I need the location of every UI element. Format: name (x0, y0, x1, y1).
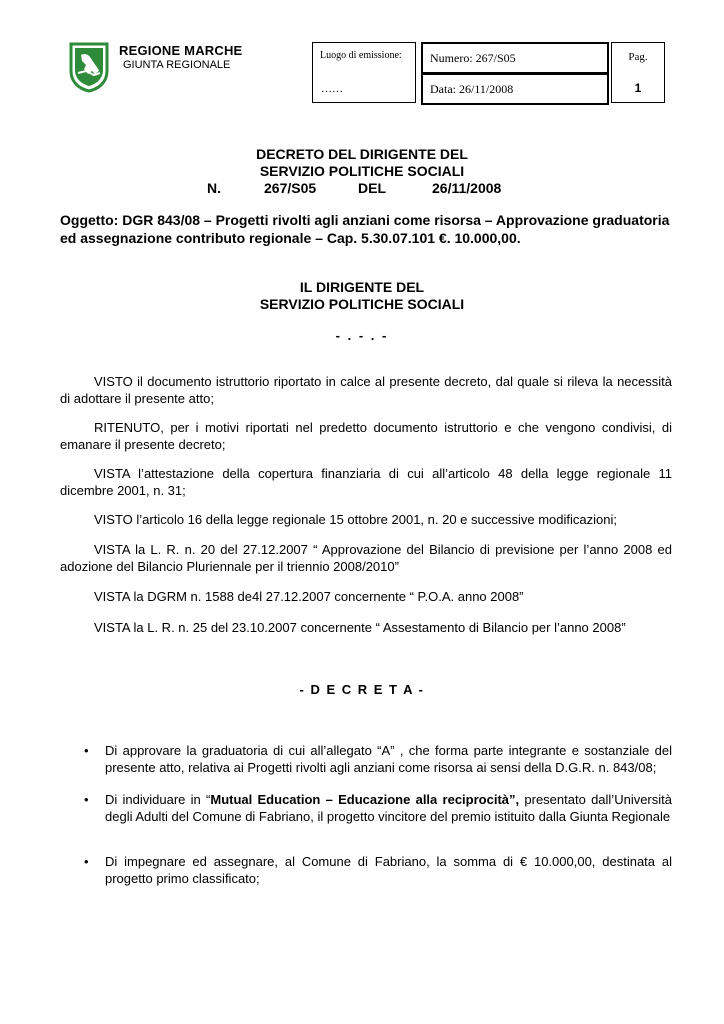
luogo-box (312, 42, 416, 103)
list-item-text: Di individuare in “Mutual Education – Educazione alla reciprocità”, presentato dall’Università degli Adulti del Comune di Fabriano, il progetto vincitore del premio istituito dalla Giunta Regionale (105, 792, 672, 824)
project-name: Mutual Education – Educazione alla reciprocità”, (210, 792, 520, 807)
decree-title-line2: SERVIZIO POLITICHE SOCIALI (259, 163, 465, 179)
decreta-heading: - D E C R E T A - (299, 682, 425, 697)
decree-del-label: DEL (358, 180, 386, 196)
paragraph-visto-documento: VISTO il documento istruttorio riportato in calce al presente decreto, dal quale si rileva la necessità di adottare il presente atto; (60, 374, 672, 406)
luogo-label: Luogo di emissione: (320, 50, 402, 61)
paragraph-vista-lr25: VISTA la L. R. n. 25 del 23.10.2007 concernente “ Assestamento di Bilancio per l’anno 2008” (94, 620, 626, 635)
paragraph-ritenuto: RITENUTO, per i motivi riportati nel predetto documento istruttorio e che vengono condivisi, di emanare il presente decreto; (60, 420, 672, 452)
decree-date: 26/11/2008 (432, 180, 502, 196)
paragraph-vista-attestazione: VISTA l’attestazione della copertura finanziaria di cui all’articolo 48 della legge regionale 11 dicembre 2001, n. 31; (60, 466, 672, 498)
list-item (84, 853, 672, 887)
list-item-text: Di approvare la graduatoria di cui all’allegato “A” , che forma parte integrante e sostanziale del presente atto, relativa ai Progetti rivolti agli anziani come risorsa ai sensi della D.G.R. n. 843/08; (105, 743, 672, 775)
numero-value: Numero: 267/S05 (430, 51, 516, 65)
bullet-icon: • (84, 854, 89, 869)
list-item-text: Di impegnare ed assegnare, al Comune di Fabriano, la somma di € 10.000,00, destinata al progetto primo classificato; (105, 854, 672, 886)
dirigente-heading (0, 279, 724, 313)
numero-box (421, 42, 609, 74)
decree-title (0, 146, 724, 180)
paragraph-vista-dgrm: VISTA la DGRM n. 1588 de4l 27.12.2007 concernente “ P.O.A. anno 2008” (94, 589, 524, 604)
data-box (421, 73, 609, 105)
data-value: Data: 26/11/2008 (430, 82, 514, 96)
luogo-value: …… (321, 83, 343, 95)
dirigente-line2: SERVIZIO POLITICHE SOCIALI (259, 296, 465, 312)
decree-n-label: N. (207, 180, 221, 196)
paragraph-vista-lr20: VISTA la L. R. n. 20 del 27.12.2007 “ Approvazione del Bilancio di previsione per l’anno 2008 ed adozione del Bilancio Pluriennale per il triennio 2008/2010” (60, 542, 672, 574)
bullet-icon: • (84, 792, 89, 807)
org-name: REGIONE MARCHE (119, 43, 243, 58)
dirigente-line1: IL DIRIGENTE DEL (299, 279, 425, 295)
list-item (84, 742, 672, 776)
page-number: 1 (634, 81, 642, 95)
decree-title-line1: DECRETO DEL DIRIGENTE DEL (256, 146, 468, 162)
bullet-icon: • (84, 743, 89, 758)
regione-marche-logo-icon (68, 41, 110, 93)
decree-number: 267/S05 (264, 180, 317, 196)
page-number-box (611, 42, 665, 103)
list-item (84, 791, 672, 825)
org-subtitle: GIUNTA REGIONALE (123, 59, 231, 71)
org-heading (119, 44, 242, 71)
paragraph-visto-articolo: VISTO l’articolo 16 della legge regionale 15 ottobre 2001, n. 20 e successive modificazioni; (94, 512, 617, 527)
subject: Oggetto: DGR 843/08 – Progetti rivolti agli anziani come risorsa – Approvazione graduatoria ed assegnazione contributo regionale – Cap. 5.30.07.101 €. 10.000,00. (60, 212, 670, 246)
page-label: Pag. (628, 51, 648, 63)
section-separator: - . - . - (335, 328, 389, 343)
